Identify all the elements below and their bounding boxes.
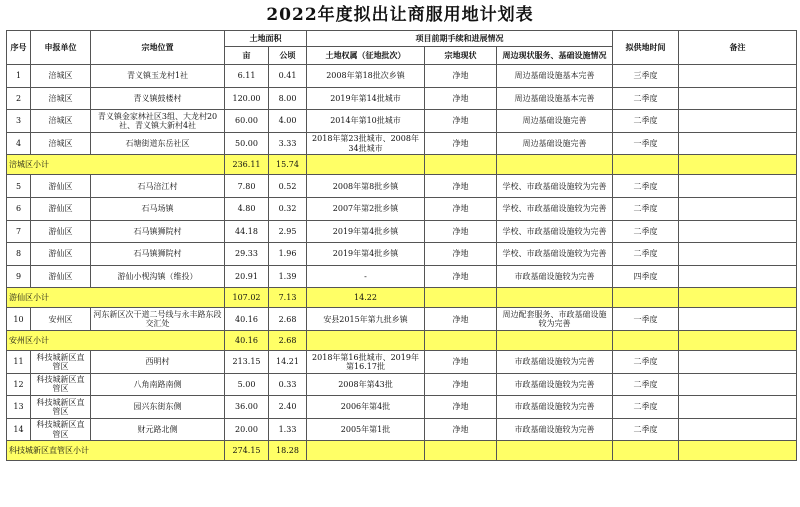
cell-unit: 涪城区 — [31, 87, 91, 110]
cell-ownership: 2019年第4批乡镇 — [307, 243, 425, 266]
cell-seq: 1 — [7, 65, 31, 88]
cell-mu: 50.00 — [225, 132, 269, 155]
cell-surroundings: 学校、市政基础设施较为完善 — [497, 197, 613, 220]
cell-mu: 40.16 — [225, 308, 269, 331]
cell-supply-time: 一季度 — [613, 308, 679, 331]
cell-ha: 1.33 — [269, 418, 307, 441]
header-status: 宗地现状 — [425, 47, 497, 65]
cell-unit: 科技城新区直管区 — [31, 373, 91, 396]
cell-ha: 0.33 — [269, 373, 307, 396]
page-title: 2022年度拟出让商服用地计划表 — [266, 5, 534, 25]
subtotal-ownership: 14.22 — [307, 288, 425, 308]
subtotal-ha: 18.28 — [269, 441, 307, 461]
cell-supply-time: 二季度 — [613, 418, 679, 441]
subtotal-empty-cell — [679, 441, 797, 461]
cell-supply-time: 二季度 — [613, 110, 679, 133]
cell-surroundings: 周边配套服务、市政基础设施较为完善 — [497, 308, 613, 331]
cell-notes — [679, 110, 797, 133]
subtotal-empty-cell — [425, 288, 497, 308]
cell-unit: 涪城区 — [31, 65, 91, 88]
cell-status: 净地 — [425, 373, 497, 396]
subtotal-label: 游仙区小计 — [7, 288, 225, 308]
cell-status: 净地 — [425, 175, 497, 198]
subtotal-mu: 274.15 — [225, 441, 269, 461]
cell-notes — [679, 132, 797, 155]
cell-unit: 科技城新区直管区 — [31, 350, 91, 373]
table-row — [7, 87, 797, 110]
table-row — [7, 132, 797, 155]
cell-surroundings: 学校、市政基础设施较为完善 — [497, 175, 613, 198]
cell-surroundings: 周边基础设施基本完善 — [497, 87, 613, 110]
cell-seq: 8 — [7, 243, 31, 266]
cell-unit: 游仙区 — [31, 243, 91, 266]
cell-unit: 游仙区 — [31, 220, 91, 243]
cell-unit: 安州区 — [31, 308, 91, 331]
cell-notes — [679, 308, 797, 331]
cell-ownership: 2018年第23批城市、2008年34批城市 — [307, 132, 425, 155]
table-row — [7, 175, 797, 198]
table-row — [7, 220, 797, 243]
cell-notes — [679, 243, 797, 266]
cell-status: 净地 — [425, 220, 497, 243]
cell-ha: 14.21 — [269, 350, 307, 373]
cell-seq: 9 — [7, 265, 31, 288]
subtotal-empty-cell — [425, 155, 497, 175]
subtotal-row — [7, 441, 797, 461]
header-location: 宗地位置 — [91, 31, 225, 65]
cell-ha: 4.00 — [269, 110, 307, 133]
header-ownership: 土地权属（征地批次） — [307, 47, 425, 65]
cell-ha: 1.96 — [269, 243, 307, 266]
cell-notes — [679, 373, 797, 396]
cell-supply-time: 二季度 — [613, 373, 679, 396]
cell-unit: 游仙区 — [31, 265, 91, 288]
subtotal-label: 安州区小计 — [7, 330, 225, 350]
cell-location: 石马镇狮院村 — [91, 243, 225, 266]
table-body — [7, 65, 797, 461]
cell-ownership: 2008年第18批次乡镇 — [307, 65, 425, 88]
cell-notes — [679, 418, 797, 441]
cell-mu: 120.00 — [225, 87, 269, 110]
subtotal-ha: 2.68 — [269, 330, 307, 350]
cell-supply-time: 二季度 — [613, 220, 679, 243]
subtotal-ownership — [307, 441, 425, 461]
cell-status: 净地 — [425, 396, 497, 419]
subtotal-row — [7, 155, 797, 175]
table-row — [7, 350, 797, 373]
cell-ownership: 2018年第16批城市、2019年第16.17批 — [307, 350, 425, 373]
cell-mu: 213.15 — [225, 350, 269, 373]
subtotal-empty-cell — [679, 288, 797, 308]
cell-ha: 0.41 — [269, 65, 307, 88]
cell-ha: 2.68 — [269, 308, 307, 331]
cell-location: 西明村 — [91, 350, 225, 373]
subtotal-empty-cell — [679, 155, 797, 175]
table-row — [7, 197, 797, 220]
header-row-top — [7, 31, 797, 47]
cell-surroundings: 市政基础设施较为完善 — [497, 418, 613, 441]
cell-ownership: 2006年第4批 — [307, 396, 425, 419]
cell-location: 游仙小枧沟镇（维投） — [91, 265, 225, 288]
cell-seq: 12 — [7, 373, 31, 396]
cell-seq: 11 — [7, 350, 31, 373]
cell-supply-time: 二季度 — [613, 243, 679, 266]
cell-mu: 7.80 — [225, 175, 269, 198]
cell-seq: 10 — [7, 308, 31, 331]
cell-status: 净地 — [425, 132, 497, 155]
cell-surroundings: 学校、市政基础设施较为完善 — [497, 220, 613, 243]
header-ha: 公顷 — [269, 47, 307, 65]
subtotal-row — [7, 330, 797, 350]
cell-notes — [679, 87, 797, 110]
cell-ha: 0.52 — [269, 175, 307, 198]
header-area: 土地面积 — [225, 31, 307, 47]
cell-ownership: 2008年第43批 — [307, 373, 425, 396]
subtotal-ownership — [307, 330, 425, 350]
cell-notes — [679, 65, 797, 88]
header-unit: 申报单位 — [31, 31, 91, 65]
cell-mu: 5.00 — [225, 373, 269, 396]
cell-status: 净地 — [425, 197, 497, 220]
cell-surroundings: 周边基础设施基本完善 — [497, 65, 613, 88]
cell-supply-time: 二季度 — [613, 87, 679, 110]
subtotal-empty-cell — [497, 155, 613, 175]
header-seq: 序号 — [7, 31, 31, 65]
cell-ownership: 安县2015年第九批乡镇 — [307, 308, 425, 331]
cell-surroundings: 周边基础设施完善 — [497, 110, 613, 133]
cell-supply-time: 四季度 — [613, 265, 679, 288]
cell-ownership: 2014年第10批城市 — [307, 110, 425, 133]
cell-mu: 6.11 — [225, 65, 269, 88]
cell-ha: 3.33 — [269, 132, 307, 155]
cell-mu: 20.91 — [225, 265, 269, 288]
cell-unit: 游仙区 — [31, 175, 91, 198]
cell-surroundings: 市政基础设施较为完善 — [497, 373, 613, 396]
table-row — [7, 373, 797, 396]
header-mu: 亩 — [225, 47, 269, 65]
cell-surroundings: 市政基础设施较为完善 — [497, 396, 613, 419]
header-notes: 备注 — [679, 31, 797, 65]
cell-location: 石马镇狮院村 — [91, 220, 225, 243]
subtotal-mu: 40.16 — [225, 330, 269, 350]
header-surroundings: 周边现状服务、基础设施情况 — [497, 47, 613, 65]
subtotal-row — [7, 288, 797, 308]
subtotal-empty-cell — [613, 441, 679, 461]
subtotal-empty-cell — [613, 155, 679, 175]
cell-status: 净地 — [425, 243, 497, 266]
subtotal-empty-cell — [497, 288, 613, 308]
cell-notes — [679, 220, 797, 243]
subtotal-ownership — [307, 155, 425, 175]
cell-seq: 6 — [7, 197, 31, 220]
cell-unit: 科技城新区直管区 — [31, 418, 91, 441]
subtotal-empty-cell — [497, 330, 613, 350]
cell-status: 净地 — [425, 87, 497, 110]
cell-seq: 13 — [7, 396, 31, 419]
cell-unit: 科技城新区直管区 — [31, 396, 91, 419]
cell-ha: 1.39 — [269, 265, 307, 288]
cell-seq: 7 — [7, 220, 31, 243]
cell-ownership: 2007年第2批乡镇 — [307, 197, 425, 220]
cell-ownership: - — [307, 265, 425, 288]
header-progress: 项目前期手续和进展情况 — [307, 31, 613, 47]
cell-mu: 4.80 — [225, 197, 269, 220]
cell-unit: 涪城区 — [31, 110, 91, 133]
cell-location: 青义镇鼓楼村 — [91, 87, 225, 110]
cell-notes — [679, 197, 797, 220]
cell-mu: 44.18 — [225, 220, 269, 243]
cell-unit: 游仙区 — [31, 197, 91, 220]
table-row — [7, 65, 797, 88]
cell-seq: 2 — [7, 87, 31, 110]
cell-ha: 2.40 — [269, 396, 307, 419]
table-row — [7, 110, 797, 133]
cell-ha: 0.32 — [269, 197, 307, 220]
table-row — [7, 243, 797, 266]
cell-location: 园兴东街东侧 — [91, 396, 225, 419]
subtotal-mu: 107.02 — [225, 288, 269, 308]
cell-surroundings: 周边基础设施完善 — [497, 132, 613, 155]
cell-mu: 29.33 — [225, 243, 269, 266]
table-row — [7, 265, 797, 288]
cell-location: 八角南路南侧 — [91, 373, 225, 396]
cell-ownership: 2019年第4批乡镇 — [307, 220, 425, 243]
cell-location: 石马场镇 — [91, 197, 225, 220]
table-row — [7, 396, 797, 419]
cell-supply-time: 二季度 — [613, 396, 679, 419]
cell-supply-time: 二季度 — [613, 175, 679, 198]
subtotal-ha: 7.13 — [269, 288, 307, 308]
cell-supply-time: 二季度 — [613, 350, 679, 373]
cell-ha: 2.95 — [269, 220, 307, 243]
cell-notes — [679, 265, 797, 288]
cell-mu: 60.00 — [225, 110, 269, 133]
cell-ownership: 2008年第8批乡镇 — [307, 175, 425, 198]
cell-ownership: 2019年第14批城市 — [307, 87, 425, 110]
cell-surroundings: 学校、市政基础设施较为完善 — [497, 243, 613, 266]
cell-ha: 8.00 — [269, 87, 307, 110]
subtotal-empty-cell — [613, 330, 679, 350]
subtotal-label: 科技城新区直管区小计 — [7, 441, 225, 461]
cell-status: 净地 — [425, 350, 497, 373]
cell-location: 财元路北侧 — [91, 418, 225, 441]
cell-seq: 5 — [7, 175, 31, 198]
cell-status: 净地 — [425, 265, 497, 288]
subtotal-empty-cell — [613, 288, 679, 308]
cell-mu: 20.00 — [225, 418, 269, 441]
cell-notes — [679, 175, 797, 198]
cell-surroundings: 市政基础设施较为完善 — [497, 265, 613, 288]
cell-location: 青义镇玉龙村1社 — [91, 65, 225, 88]
cell-surroundings: 市政基础设施较为完善 — [497, 350, 613, 373]
cell-seq: 4 — [7, 132, 31, 155]
subtotal-empty-cell — [497, 441, 613, 461]
cell-status: 净地 — [425, 418, 497, 441]
cell-seq: 3 — [7, 110, 31, 133]
subtotal-ha: 15.74 — [269, 155, 307, 175]
subtotal-empty-cell — [425, 441, 497, 461]
subtotal-mu: 236.11 — [225, 155, 269, 175]
cell-location: 河东新区次干道二号线与永丰路东段交汇处 — [91, 308, 225, 331]
cell-status: 净地 — [425, 65, 497, 88]
subtotal-label: 涪城区小计 — [7, 155, 225, 175]
cell-notes — [679, 350, 797, 373]
cell-supply-time: 三季度 — [613, 65, 679, 88]
header-supply-time: 拟供地时间 — [613, 31, 679, 65]
cell-location: 石马涪江村 — [91, 175, 225, 198]
cell-mu: 36.00 — [225, 396, 269, 419]
land-plan-table — [6, 30, 797, 461]
cell-status: 净地 — [425, 110, 497, 133]
cell-location: 青义镇金家林社区3组、大龙村20社、青义镇大新村4社 — [91, 110, 225, 133]
subtotal-empty-cell — [425, 330, 497, 350]
cell-unit: 涪城区 — [31, 132, 91, 155]
table-row — [7, 308, 797, 331]
cell-location: 石塘街道东岳社区 — [91, 132, 225, 155]
cell-supply-time: 二季度 — [613, 197, 679, 220]
subtotal-empty-cell — [679, 330, 797, 350]
cell-ownership: 2005年第1批 — [307, 418, 425, 441]
cell-status: 净地 — [425, 308, 497, 331]
cell-supply-time: 一季度 — [613, 132, 679, 155]
table-row — [7, 418, 797, 441]
cell-notes — [679, 396, 797, 419]
cell-seq: 14 — [7, 418, 31, 441]
